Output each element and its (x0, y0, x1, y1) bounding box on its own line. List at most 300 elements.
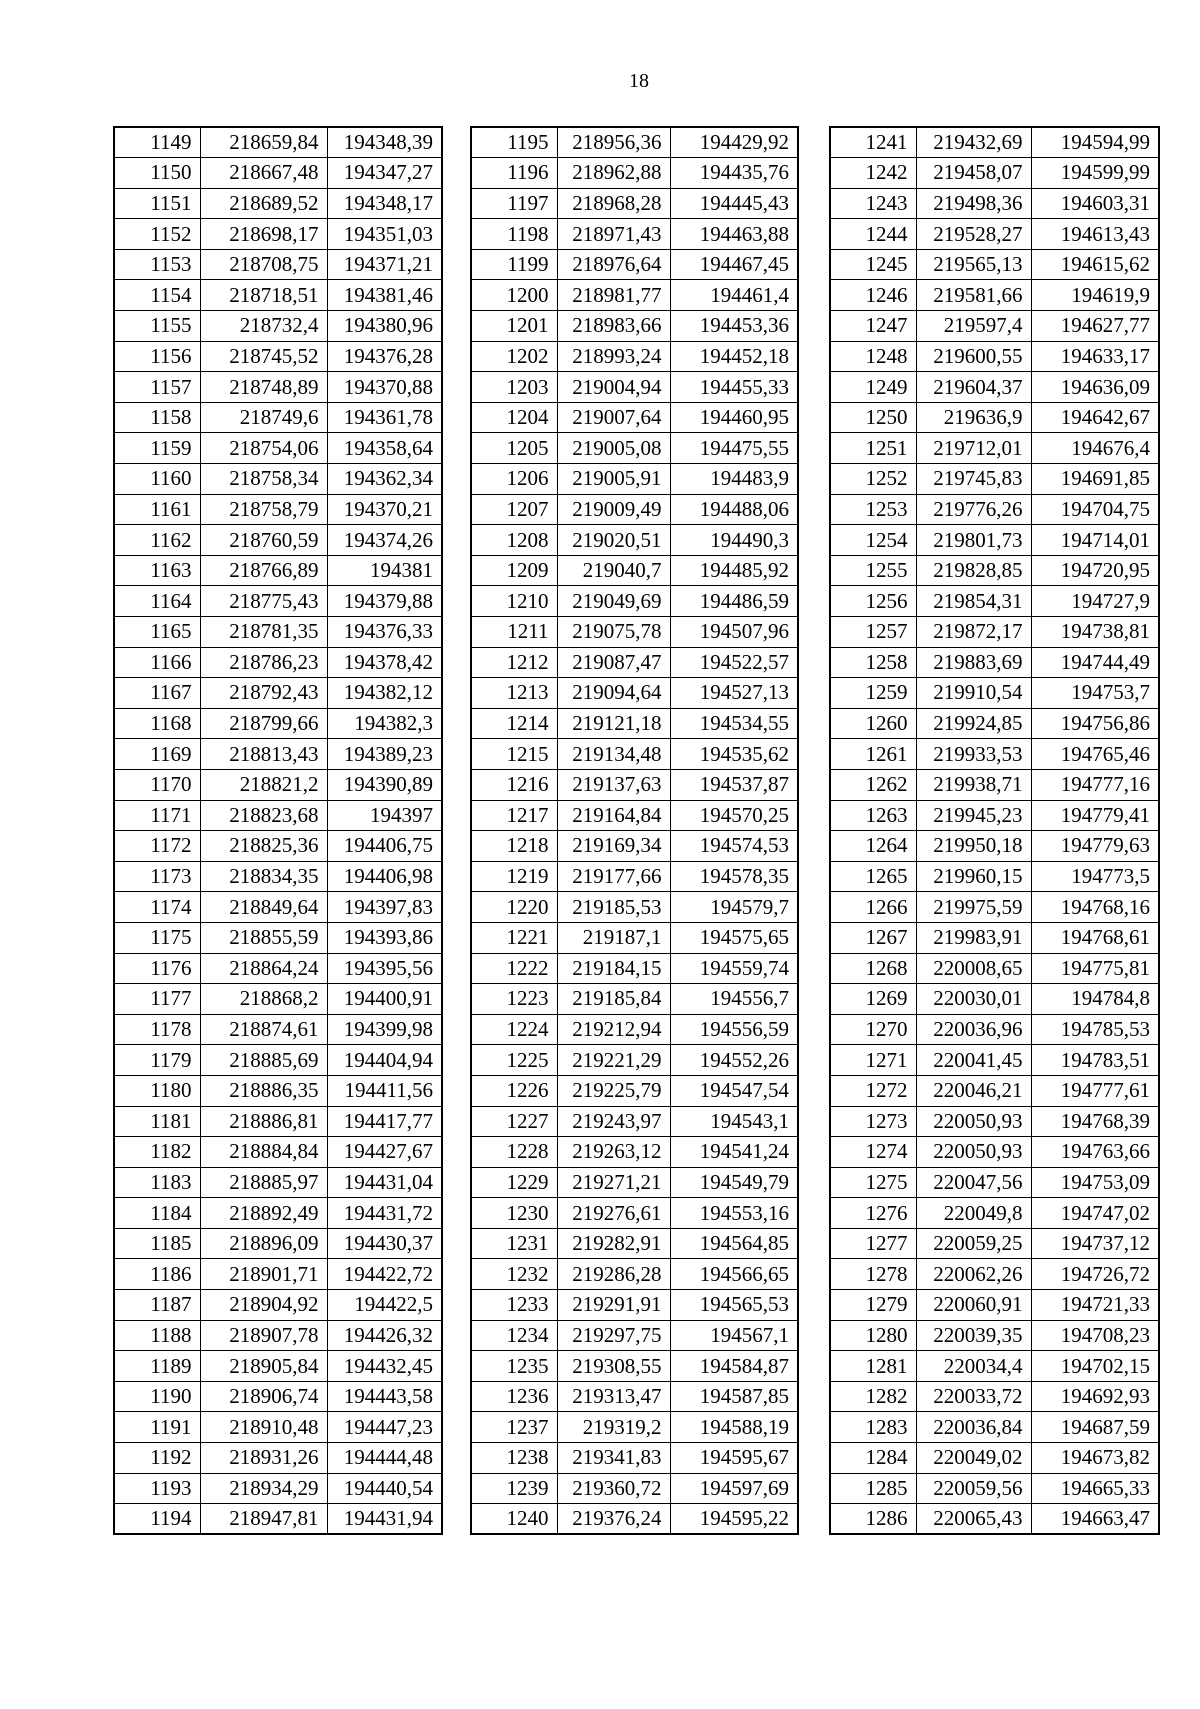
y-coordinate-cell: 194397 (327, 800, 442, 831)
point-number-cell: 1251 (830, 433, 916, 464)
point-number-cell: 1250 (830, 402, 916, 433)
y-coordinate-cell: 194453,36 (670, 311, 798, 342)
x-coordinate-cell: 218892,49 (200, 1198, 327, 1229)
table-row (830, 433, 1159, 464)
x-coordinate-cell: 219376,24 (557, 1504, 670, 1535)
table-row (471, 249, 798, 280)
y-coordinate-cell: 194393,86 (327, 922, 442, 953)
table-row (471, 1106, 798, 1137)
x-coordinate-cell: 218799,66 (200, 708, 327, 739)
y-coordinate-cell: 194431,72 (327, 1198, 442, 1229)
table-row (114, 1320, 442, 1351)
x-coordinate-cell: 220030,01 (916, 984, 1031, 1015)
table-row (471, 1412, 798, 1443)
table-row (471, 1473, 798, 1504)
table-row (114, 617, 442, 648)
x-coordinate-cell: 219581,66 (916, 280, 1031, 311)
y-coordinate-cell: 194485,92 (670, 555, 798, 586)
y-coordinate-cell: 194738,81 (1031, 617, 1159, 648)
point-number-cell: 1236 (471, 1381, 557, 1412)
x-coordinate-cell: 219604,37 (916, 372, 1031, 403)
x-coordinate-cell: 218748,89 (200, 372, 327, 403)
point-number-cell: 1246 (830, 280, 916, 311)
table-row (471, 1351, 798, 1382)
y-coordinate-cell: 194615,62 (1031, 249, 1159, 280)
x-coordinate-cell: 220036,96 (916, 1014, 1031, 1045)
y-coordinate-cell: 194756,86 (1031, 708, 1159, 739)
point-number-cell: 1229 (471, 1167, 557, 1198)
x-coordinate-cell: 219184,15 (557, 953, 670, 984)
y-coordinate-cell: 194773,5 (1031, 861, 1159, 892)
point-number-cell: 1157 (114, 372, 200, 403)
point-number-cell: 1181 (114, 1106, 200, 1137)
table-row (830, 1045, 1159, 1076)
table-row (471, 1014, 798, 1045)
point-number-cell: 1280 (830, 1320, 916, 1351)
x-coordinate-cell: 218689,52 (200, 188, 327, 219)
table-row (830, 739, 1159, 770)
point-number-cell: 1274 (830, 1137, 916, 1168)
y-coordinate-cell: 194587,85 (670, 1381, 798, 1412)
table-row (830, 1198, 1159, 1229)
y-coordinate-cell: 194556,59 (670, 1014, 798, 1045)
x-coordinate-cell: 219169,34 (557, 831, 670, 862)
x-coordinate-cell: 218758,79 (200, 494, 327, 525)
point-number-cell: 1202 (471, 341, 557, 372)
table-row (471, 831, 798, 862)
x-coordinate-cell: 219020,51 (557, 525, 670, 556)
point-number-cell: 1208 (471, 525, 557, 556)
y-coordinate-cell: 194389,23 (327, 739, 442, 770)
point-number-cell: 1230 (471, 1198, 557, 1229)
table-row (471, 1290, 798, 1321)
table-row (114, 464, 442, 495)
point-number-cell: 1176 (114, 953, 200, 984)
x-coordinate-cell: 219983,91 (916, 922, 1031, 953)
x-coordinate-cell: 219286,28 (557, 1259, 670, 1290)
y-coordinate-cell: 194430,37 (327, 1228, 442, 1259)
point-number-cell: 1174 (114, 892, 200, 923)
x-coordinate-cell: 219776,26 (916, 494, 1031, 525)
table-row (830, 1351, 1159, 1382)
table-row (830, 555, 1159, 586)
y-coordinate-cell: 194507,96 (670, 617, 798, 648)
y-coordinate-cell: 194406,98 (327, 861, 442, 892)
point-number-cell: 1173 (114, 861, 200, 892)
y-coordinate-cell: 194379,88 (327, 586, 442, 617)
y-coordinate-cell: 194422,5 (327, 1290, 442, 1321)
y-coordinate-cell: 194348,17 (327, 188, 442, 219)
point-number-cell: 1205 (471, 433, 557, 464)
table-row (114, 1351, 442, 1382)
x-coordinate-cell: 219498,36 (916, 188, 1031, 219)
x-coordinate-cell: 219458,07 (916, 158, 1031, 189)
point-number-cell: 1214 (471, 708, 557, 739)
y-coordinate-cell: 194744,49 (1031, 647, 1159, 678)
point-number-cell: 1177 (114, 984, 200, 1015)
coordinates-table-2 (470, 126, 799, 1535)
x-coordinate-cell: 219308,55 (557, 1351, 670, 1382)
y-coordinate-cell: 194619,9 (1031, 280, 1159, 311)
y-coordinate-cell: 194595,22 (670, 1504, 798, 1535)
table-row (114, 1106, 442, 1137)
table-row (471, 953, 798, 984)
table-row (830, 1167, 1159, 1198)
table-row (114, 1381, 442, 1412)
point-number-cell: 1235 (471, 1351, 557, 1382)
y-coordinate-cell: 194676,4 (1031, 433, 1159, 464)
y-coordinate-cell: 194613,43 (1031, 219, 1159, 250)
point-number-cell: 1240 (471, 1504, 557, 1535)
table-row (114, 311, 442, 342)
y-coordinate-cell: 194726,72 (1031, 1259, 1159, 1290)
x-coordinate-cell: 219924,85 (916, 708, 1031, 739)
x-coordinate-cell: 218698,17 (200, 219, 327, 250)
point-number-cell: 1248 (830, 341, 916, 372)
table-row (830, 647, 1159, 678)
x-coordinate-cell: 219854,31 (916, 586, 1031, 617)
table-row (830, 769, 1159, 800)
point-number-cell: 1262 (830, 769, 916, 800)
table-row (471, 1167, 798, 1198)
table-row (114, 586, 442, 617)
y-coordinate-cell: 194486,59 (670, 586, 798, 617)
y-coordinate-cell: 194578,35 (670, 861, 798, 892)
table-row (114, 341, 442, 372)
point-number-cell: 1266 (830, 892, 916, 923)
y-coordinate-cell: 194361,78 (327, 402, 442, 433)
y-coordinate-cell: 194374,26 (327, 525, 442, 556)
y-coordinate-cell: 194594,99 (1031, 127, 1159, 158)
table-row (114, 831, 442, 862)
point-number-cell: 1216 (471, 769, 557, 800)
table-row (471, 647, 798, 678)
point-number-cell: 1242 (830, 158, 916, 189)
point-number-cell: 1241 (830, 127, 916, 158)
point-number-cell: 1265 (830, 861, 916, 892)
y-coordinate-cell: 194382,3 (327, 708, 442, 739)
y-coordinate-cell: 194362,34 (327, 464, 442, 495)
table-row (830, 953, 1159, 984)
table-row (830, 617, 1159, 648)
point-number-cell: 1222 (471, 953, 557, 984)
y-coordinate-cell: 194381,46 (327, 280, 442, 311)
x-coordinate-cell: 219243,97 (557, 1106, 670, 1137)
table-row (114, 158, 442, 189)
x-coordinate-cell: 219432,69 (916, 127, 1031, 158)
y-coordinate-cell: 194371,21 (327, 249, 442, 280)
table-row (830, 188, 1159, 219)
y-coordinate-cell: 194358,64 (327, 433, 442, 464)
y-coordinate-cell: 194567,1 (670, 1320, 798, 1351)
point-number-cell: 1152 (114, 219, 200, 250)
x-coordinate-cell: 219282,91 (557, 1228, 670, 1259)
y-coordinate-cell: 194370,88 (327, 372, 442, 403)
y-coordinate-cell: 194431,94 (327, 1504, 442, 1535)
y-coordinate-cell: 194714,01 (1031, 525, 1159, 556)
y-coordinate-cell: 194443,58 (327, 1381, 442, 1412)
point-number-cell: 1211 (471, 617, 557, 648)
x-coordinate-cell: 219137,63 (557, 769, 670, 800)
y-coordinate-cell: 194556,7 (670, 984, 798, 1015)
y-coordinate-cell: 194763,66 (1031, 1137, 1159, 1168)
y-coordinate-cell: 194691,85 (1031, 464, 1159, 495)
x-coordinate-cell: 218910,48 (200, 1412, 327, 1443)
table-row (114, 494, 442, 525)
point-number-cell: 1194 (114, 1504, 200, 1535)
x-coordinate-cell: 218983,66 (557, 311, 670, 342)
table-row (114, 647, 442, 678)
point-number-cell: 1168 (114, 708, 200, 739)
point-number-cell: 1196 (471, 158, 557, 189)
point-number-cell: 1151 (114, 188, 200, 219)
y-coordinate-cell: 194431,04 (327, 1167, 442, 1198)
table-row (830, 1228, 1159, 1259)
y-coordinate-cell: 194461,4 (670, 280, 798, 311)
y-coordinate-cell: 194747,02 (1031, 1198, 1159, 1229)
point-number-cell: 1162 (114, 525, 200, 556)
coordinates-table-1 (113, 126, 443, 1535)
y-coordinate-cell: 194400,91 (327, 984, 442, 1015)
x-coordinate-cell: 218956,36 (557, 127, 670, 158)
x-coordinate-cell: 219121,18 (557, 708, 670, 739)
y-coordinate-cell: 194574,53 (670, 831, 798, 862)
table-row (471, 1381, 798, 1412)
x-coordinate-cell: 218901,71 (200, 1259, 327, 1290)
y-coordinate-cell: 194737,12 (1031, 1228, 1159, 1259)
point-number-cell: 1243 (830, 188, 916, 219)
point-number-cell: 1164 (114, 586, 200, 617)
point-number-cell: 1154 (114, 280, 200, 311)
y-coordinate-cell: 194422,72 (327, 1259, 442, 1290)
x-coordinate-cell: 219187,1 (557, 922, 670, 953)
table-row (830, 800, 1159, 831)
table-row (471, 1504, 798, 1535)
table-row (471, 1320, 798, 1351)
x-coordinate-cell: 219565,13 (916, 249, 1031, 280)
table-row (830, 341, 1159, 372)
point-number-cell: 1281 (830, 1351, 916, 1382)
x-coordinate-cell: 218904,92 (200, 1290, 327, 1321)
y-coordinate-cell: 194549,79 (670, 1167, 798, 1198)
table-row (471, 280, 798, 311)
x-coordinate-cell: 218813,43 (200, 739, 327, 770)
x-coordinate-cell: 218868,2 (200, 984, 327, 1015)
x-coordinate-cell: 219975,59 (916, 892, 1031, 923)
x-coordinate-cell: 219597,4 (916, 311, 1031, 342)
table-row (114, 280, 442, 311)
table-row (830, 249, 1159, 280)
x-coordinate-cell: 218981,77 (557, 280, 670, 311)
x-coordinate-cell: 220034,4 (916, 1351, 1031, 1382)
table-row (830, 1443, 1159, 1474)
table-row (114, 1412, 442, 1443)
point-number-cell: 1172 (114, 831, 200, 862)
table-row (830, 861, 1159, 892)
table-row (830, 1320, 1159, 1351)
table-row (471, 1137, 798, 1168)
x-coordinate-cell: 218749,6 (200, 402, 327, 433)
x-coordinate-cell: 219263,12 (557, 1137, 670, 1168)
point-number-cell: 1188 (114, 1320, 200, 1351)
y-coordinate-cell: 194376,33 (327, 617, 442, 648)
table-row (830, 127, 1159, 158)
point-number-cell: 1207 (471, 494, 557, 525)
point-number-cell: 1149 (114, 127, 200, 158)
y-coordinate-cell: 194347,27 (327, 158, 442, 189)
y-coordinate-cell: 194547,54 (670, 1075, 798, 1106)
point-number-cell: 1278 (830, 1259, 916, 1290)
point-number-cell: 1161 (114, 494, 200, 525)
point-number-cell: 1260 (830, 708, 916, 739)
x-coordinate-cell: 219872,17 (916, 617, 1031, 648)
y-coordinate-cell: 194642,67 (1031, 402, 1159, 433)
table-row (114, 402, 442, 433)
point-number-cell: 1245 (830, 249, 916, 280)
table-row (830, 280, 1159, 311)
point-number-cell: 1204 (471, 402, 557, 433)
y-coordinate-cell: 194768,16 (1031, 892, 1159, 923)
point-number-cell: 1227 (471, 1106, 557, 1137)
table-row (471, 555, 798, 586)
y-coordinate-cell: 194404,94 (327, 1045, 442, 1076)
y-coordinate-cell: 194777,61 (1031, 1075, 1159, 1106)
table-row (114, 188, 442, 219)
x-coordinate-cell: 218886,81 (200, 1106, 327, 1137)
point-number-cell: 1253 (830, 494, 916, 525)
point-number-cell: 1255 (830, 555, 916, 586)
x-coordinate-cell: 219828,85 (916, 555, 1031, 586)
table-row (830, 464, 1159, 495)
table-row (830, 1014, 1159, 1045)
table-row (830, 831, 1159, 862)
y-coordinate-cell: 194455,33 (670, 372, 798, 403)
point-number-cell: 1170 (114, 769, 200, 800)
y-coordinate-cell: 194663,47 (1031, 1504, 1159, 1535)
point-number-cell: 1212 (471, 647, 557, 678)
x-coordinate-cell: 218659,84 (200, 127, 327, 158)
y-coordinate-cell: 194702,15 (1031, 1351, 1159, 1382)
point-number-cell: 1165 (114, 617, 200, 648)
table-row (114, 1473, 442, 1504)
x-coordinate-cell: 219341,83 (557, 1443, 670, 1474)
point-number-cell: 1191 (114, 1412, 200, 1443)
x-coordinate-cell: 219950,18 (916, 831, 1031, 862)
point-number-cell: 1220 (471, 892, 557, 923)
point-number-cell: 1189 (114, 1351, 200, 1382)
table-row (830, 1473, 1159, 1504)
y-coordinate-cell: 194552,26 (670, 1045, 798, 1076)
y-coordinate-cell: 194768,39 (1031, 1106, 1159, 1137)
table-row (114, 892, 442, 923)
y-coordinate-cell: 194490,3 (670, 525, 798, 556)
point-number-cell: 1268 (830, 953, 916, 984)
point-number-cell: 1187 (114, 1290, 200, 1321)
point-number-cell: 1218 (471, 831, 557, 862)
table-row (114, 1443, 442, 1474)
y-coordinate-cell: 194721,33 (1031, 1290, 1159, 1321)
x-coordinate-cell: 219883,69 (916, 647, 1031, 678)
x-coordinate-cell: 219291,91 (557, 1290, 670, 1321)
x-coordinate-cell: 218896,09 (200, 1228, 327, 1259)
point-number-cell: 1232 (471, 1259, 557, 1290)
y-coordinate-cell: 194575,65 (670, 922, 798, 953)
x-coordinate-cell: 218754,06 (200, 433, 327, 464)
y-coordinate-cell: 194633,17 (1031, 341, 1159, 372)
x-coordinate-cell: 218931,26 (200, 1443, 327, 1474)
table-row (471, 678, 798, 709)
x-coordinate-cell: 219225,79 (557, 1075, 670, 1106)
point-number-cell: 1159 (114, 433, 200, 464)
x-coordinate-cell: 220036,84 (916, 1412, 1031, 1443)
table-row (114, 861, 442, 892)
y-coordinate-cell: 194597,69 (670, 1473, 798, 1504)
x-coordinate-cell: 218884,84 (200, 1137, 327, 1168)
y-coordinate-cell: 194444,48 (327, 1443, 442, 1474)
table-row (830, 402, 1159, 433)
x-coordinate-cell: 218786,23 (200, 647, 327, 678)
table-row (830, 1504, 1159, 1535)
y-coordinate-cell: 194380,96 (327, 311, 442, 342)
table-row (471, 372, 798, 403)
point-number-cell: 1237 (471, 1412, 557, 1443)
y-coordinate-cell: 194627,77 (1031, 311, 1159, 342)
y-coordinate-cell: 194535,62 (670, 739, 798, 770)
x-coordinate-cell: 219049,69 (557, 586, 670, 617)
table-row (471, 922, 798, 953)
x-coordinate-cell: 218906,74 (200, 1381, 327, 1412)
y-coordinate-cell: 194779,63 (1031, 831, 1159, 862)
y-coordinate-cell: 194522,57 (670, 647, 798, 678)
y-coordinate-cell: 194765,46 (1031, 739, 1159, 770)
table-row (114, 739, 442, 770)
point-number-cell: 1203 (471, 372, 557, 403)
y-coordinate-cell: 194566,65 (670, 1259, 798, 1290)
x-coordinate-cell: 219528,27 (916, 219, 1031, 250)
point-number-cell: 1223 (471, 984, 557, 1015)
y-coordinate-cell: 194382,12 (327, 678, 442, 709)
point-number-cell: 1256 (830, 586, 916, 617)
y-coordinate-cell: 194432,45 (327, 1351, 442, 1382)
y-coordinate-cell: 194599,99 (1031, 158, 1159, 189)
x-coordinate-cell: 219933,53 (916, 739, 1031, 770)
coordinates-table-3 (829, 126, 1160, 1535)
y-coordinate-cell: 194445,43 (670, 188, 798, 219)
x-coordinate-cell: 219910,54 (916, 678, 1031, 709)
x-coordinate-cell: 219185,84 (557, 984, 670, 1015)
table-row (114, 922, 442, 953)
table-row (830, 1075, 1159, 1106)
table-row (830, 586, 1159, 617)
page-number: 18 (629, 70, 649, 92)
y-coordinate-cell: 194429,92 (670, 127, 798, 158)
table-row (830, 1381, 1159, 1412)
x-coordinate-cell: 219960,15 (916, 861, 1031, 892)
y-coordinate-cell: 194483,9 (670, 464, 798, 495)
point-number-cell: 1277 (830, 1228, 916, 1259)
y-coordinate-cell: 194785,53 (1031, 1014, 1159, 1045)
point-number-cell: 1267 (830, 922, 916, 953)
y-coordinate-cell: 194727,9 (1031, 586, 1159, 617)
y-coordinate-cell: 194753,7 (1031, 678, 1159, 709)
x-coordinate-cell: 218934,29 (200, 1473, 327, 1504)
y-coordinate-cell: 194783,51 (1031, 1045, 1159, 1076)
table-row (471, 1259, 798, 1290)
point-number-cell: 1285 (830, 1473, 916, 1504)
y-coordinate-cell: 194753,09 (1031, 1167, 1159, 1198)
x-coordinate-cell: 219040,7 (557, 555, 670, 586)
point-number-cell: 1224 (471, 1014, 557, 1045)
